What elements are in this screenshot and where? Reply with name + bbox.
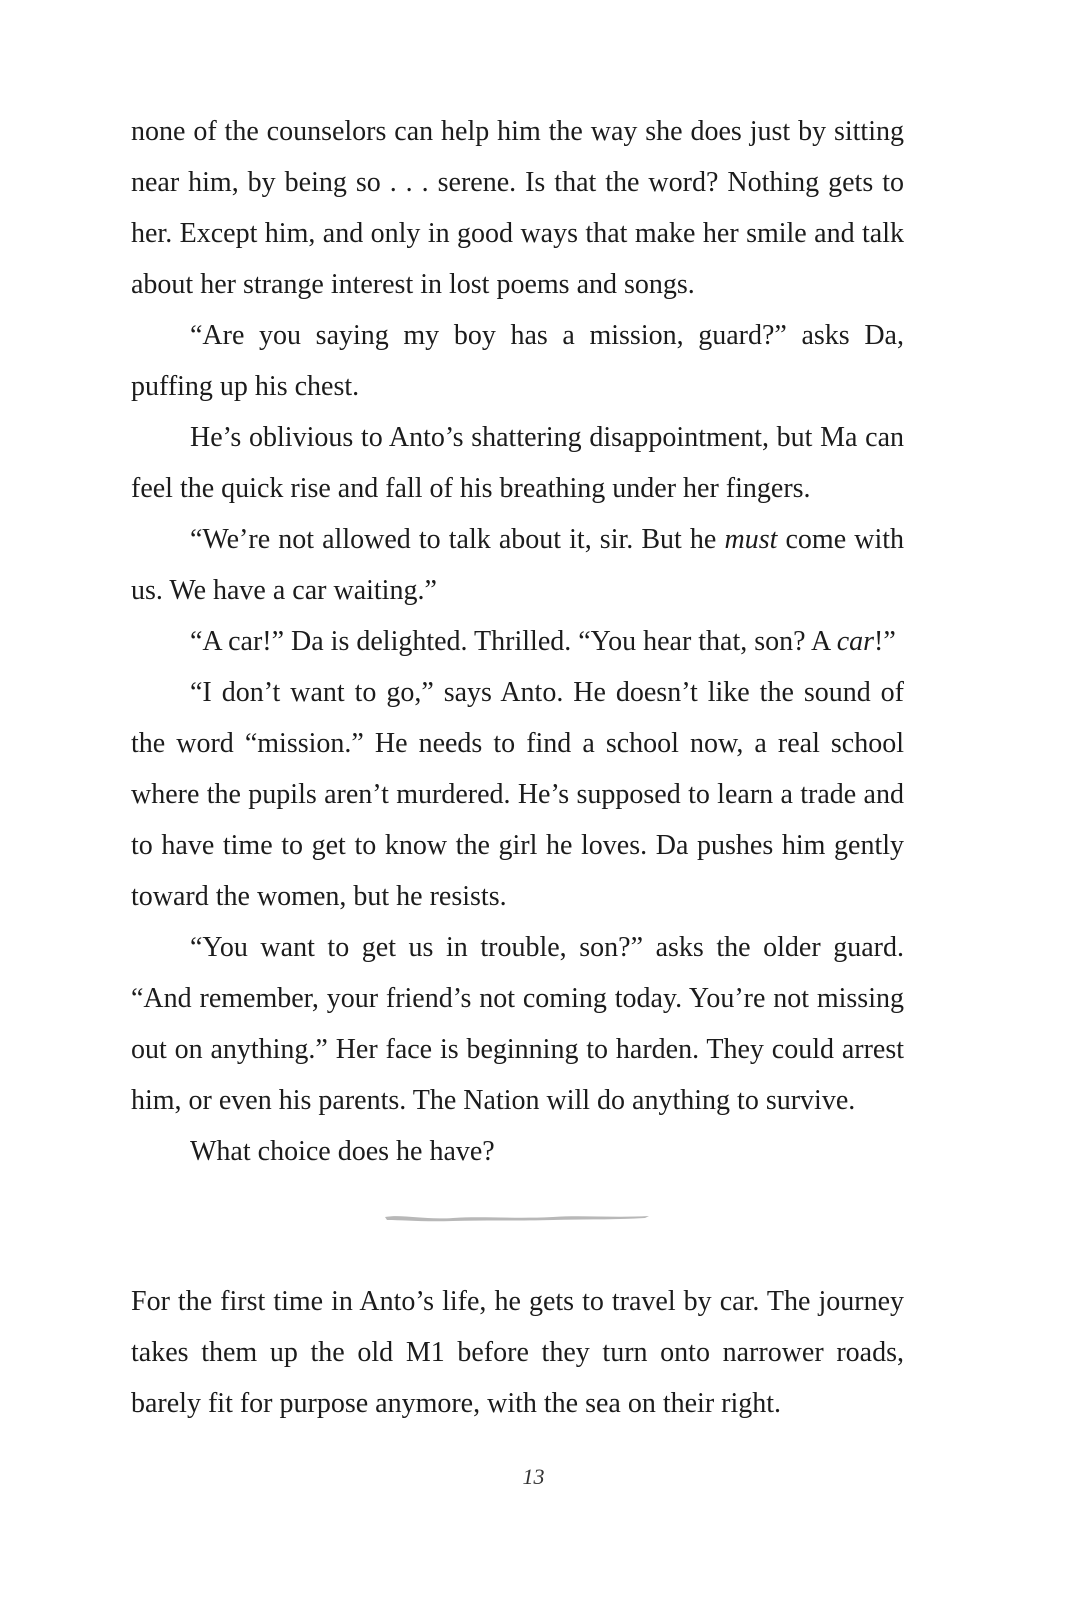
text-section-one	[131, 106, 904, 1177]
paragraph-first-time-car: For the first time in Anto’s life, he gets to travel by car. The journey takes them up the old M1 before they turn onto narrower roads, barely fit for purpose anymore, with the sea on their right.	[131, 1286, 904, 1419]
paragraph-da-question: “Are you saying my boy has a mission, guard?” asks Da, puffing up his chest.	[131, 320, 904, 402]
paragraph-what-choice: What choice does he have?	[190, 1136, 495, 1167]
brush-stroke	[385, 1216, 649, 1221]
text-run: “We’re not allowed to talk about it, sir. But he	[190, 524, 725, 555]
italic-emphasis: must	[724, 524, 778, 555]
text-section-two	[131, 1276, 904, 1429]
italic-emphasis: car	[836, 626, 875, 657]
paragraph-oblivious: He’s oblivious to Anto’s shattering disappointment, but Ma can feel the quick rise and fall of his breathing under her fingers.	[131, 422, 904, 504]
text-run: !”	[874, 626, 896, 657]
paragraph-continued: none of the counselors can help him the way she does just by sitting near him, by being so . . . serene. Is that the word? Nothing gets to her. Except him, and only in good ways that make her smile and talk about her strange interest in lost poems and songs.	[131, 116, 904, 300]
text-run: “A car!” Da is delighted. Thrilled. “You hear that, son? A	[190, 626, 837, 657]
text-run: come with us. We have a car waiting.”	[131, 524, 904, 606]
page-number: 13	[522, 1464, 545, 1489]
scene-break-divider	[383, 1211, 651, 1225]
paragraph-not-allowed	[131, 514, 904, 616]
paragraph-a-car	[131, 616, 904, 667]
paragraph-dont-want-to-go: “I don’t want to go,” says Anto. He doesn’t like the sound of the word “mission.” He needs to find a school now, a real school where the pupils aren’t murdered. He’s supposed to learn a trade and to have time to get to know the girl he loves. Da pushes him gently toward the women, but he resists.	[131, 677, 904, 912]
paragraph-older-guard: “You want to get us in trouble, son?” asks the older guard. “And remember, your friend’s not coming today. You’re not missing out on anything.” Her face is beginning to harden. They could arrest him, or even his parents. The Nation will do anything to survive.	[131, 932, 904, 1116]
